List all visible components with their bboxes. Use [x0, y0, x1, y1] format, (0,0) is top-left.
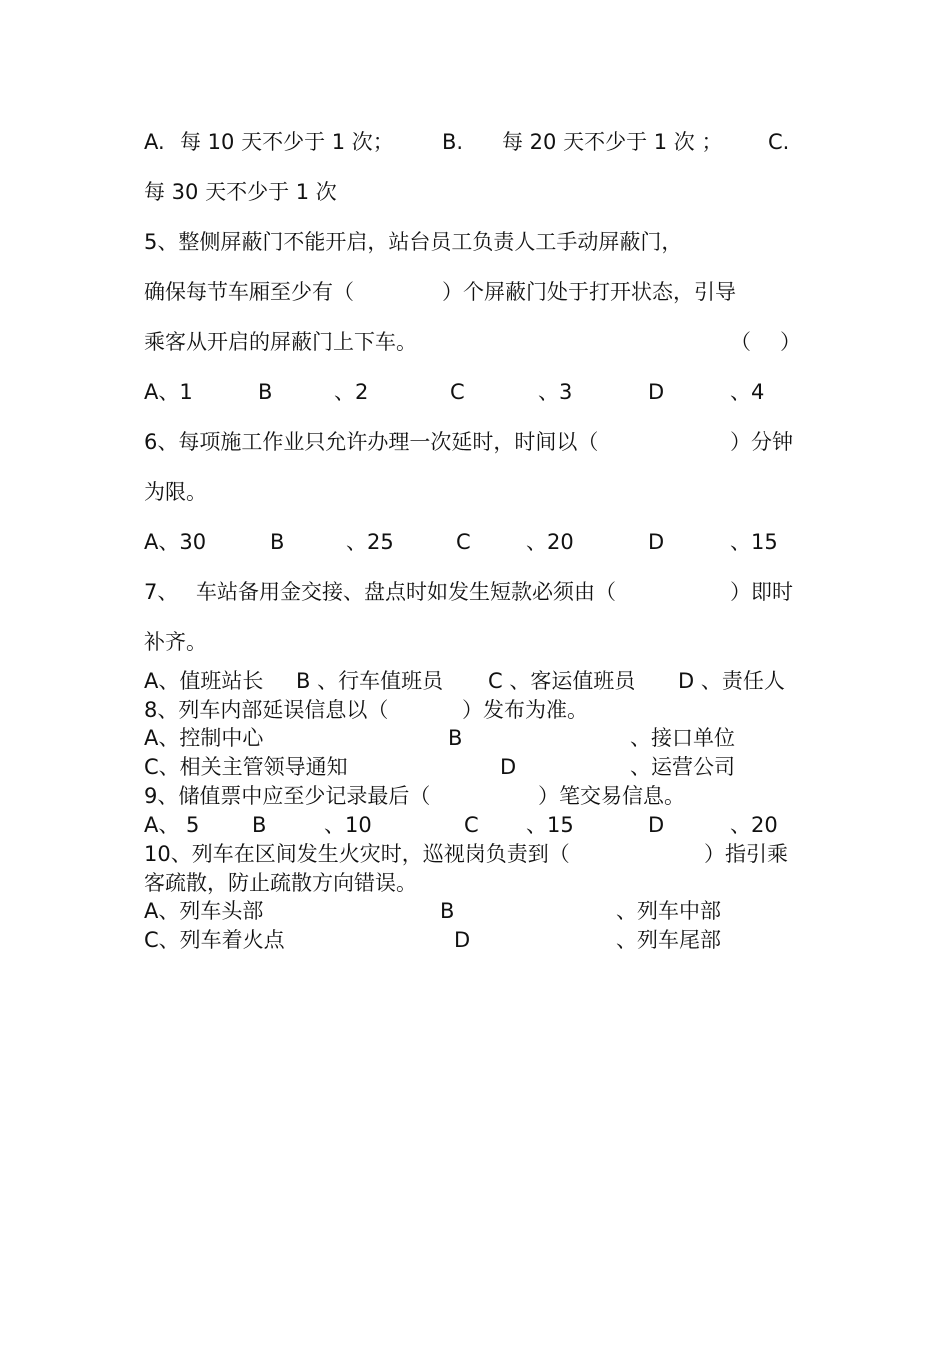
- q6-option-c-value: 、20: [526, 530, 574, 554]
- q6-line-1-text-b: ）分钟: [730, 430, 793, 454]
- q6-option-c-label: C: [456, 530, 471, 554]
- q9-question-line-1: [144, 782, 804, 810]
- q5-option-a: A、1: [144, 380, 193, 404]
- q8-option-a: A、控制中心: [144, 726, 264, 750]
- q5-option-c-value: 、3: [538, 380, 573, 404]
- q5-option-d-value: 、4: [730, 380, 765, 404]
- q5-question-line-1: 5、整侧屏蔽门不能开启，站台员工负责人工手动屏蔽门，: [144, 230, 683, 254]
- q10-options-line-2: [144, 926, 804, 954]
- q8-line-1-text-a: 8、列车内部延误信息以（: [144, 698, 389, 722]
- q7-question-line-2: 补齐。: [144, 630, 207, 654]
- q7-option-d: D 、责任人: [678, 669, 785, 693]
- q5-option-b-value: 、2: [334, 380, 369, 404]
- q5-option-b-label: B: [258, 380, 273, 404]
- q6-option-b-value: 、25: [346, 530, 394, 554]
- q5-answer-paren-left: （: [730, 330, 751, 354]
- q10-question-line-2: 客疏散，防止疏散方向错误。: [144, 871, 417, 895]
- q4-option-a-text: 每 10 天不少于 1 次；: [180, 130, 394, 154]
- q4-options-line-1: [144, 128, 804, 156]
- q6-question-line-2: 为限。: [144, 480, 207, 504]
- q10-option-b-label: B: [440, 899, 455, 923]
- q7-options: [144, 667, 804, 695]
- q5-option-d-label: D: [648, 380, 665, 404]
- q7-line-1-text-b: ）即时: [730, 580, 793, 604]
- q9-option-b-label: B: [252, 813, 267, 837]
- q7-question-line-1: [144, 578, 804, 606]
- q10-options-line-1: [144, 897, 804, 925]
- q5-line-2-text-a: 确保每节车厢至少有（: [144, 280, 354, 304]
- q8-option-d-value: 、运营公司: [630, 755, 735, 779]
- q6-option-b-label: B: [270, 530, 285, 554]
- q6-question-line-1: [144, 428, 804, 456]
- q10-line-1-text-a: 10、列车在区间发生火灾时，巡视岗负责到（: [144, 842, 570, 866]
- q10-option-d-value: 、列车尾部: [616, 928, 721, 952]
- q5-question-line-2: [144, 278, 804, 306]
- q5-question-line-3: [144, 328, 804, 356]
- q9-option-d-value: 、20: [730, 813, 778, 837]
- q6-option-a: A、30: [144, 530, 207, 554]
- q5-option-c-label: C: [450, 380, 465, 404]
- q9-line-1-text-a: 9、储值票中应至少记录最后（: [144, 784, 431, 808]
- q4-options-line-2: 每 30 天不少于 1 次: [144, 180, 337, 204]
- q4-option-c-label: C.: [768, 130, 790, 154]
- q7-option-c: C 、客运值班员: [488, 669, 636, 693]
- q5-line-3-text: 乘客从开启的屏蔽门上下车。: [144, 330, 417, 354]
- q7-line-1-text-a: 车站备用金交接、盘点时如发生短款必须由（: [196, 580, 616, 604]
- q5-line-2-text-b: ）个屏蔽门处于打开状态，引导: [442, 280, 736, 304]
- q8-option-d-label: D: [500, 755, 517, 779]
- q10-question-line-1: [144, 840, 804, 868]
- q5-options: [144, 378, 804, 406]
- q6-options: [144, 528, 804, 556]
- q8-option-b-label: B: [448, 726, 463, 750]
- q7-option-b: B 、行车值班员: [296, 669, 444, 693]
- q4-option-b-text: 每 20 天不少于 1 次 ；: [502, 130, 723, 154]
- q7-option-a: A、值班站长: [144, 669, 264, 693]
- q6-line-1-text-a: 6、每项施工作业只允许办理一次延时，时间以（: [144, 430, 599, 454]
- q5-answer-paren-right: ）: [780, 330, 801, 354]
- q10-option-d-label: D: [454, 928, 471, 952]
- q9-option-c-value: 、15: [526, 813, 574, 837]
- q9-line-1-text-b: ）笔交易信息。: [538, 784, 685, 808]
- q10-line-1-text-b: ）指引乘: [704, 842, 788, 866]
- q9-options: [144, 811, 804, 839]
- q9-option-d-label: D: [648, 813, 665, 837]
- q4-option-b-label: B.: [442, 130, 464, 154]
- q10-option-c: C、列车着火点: [144, 928, 285, 952]
- q8-line-1-text-b: ）发布为准。: [462, 698, 588, 722]
- q10-option-b-value: 、列车中部: [616, 899, 721, 923]
- q9-option-b-value: 、10: [324, 813, 372, 837]
- q8-options-line-1: [144, 724, 804, 752]
- q9-option-a: A、 5: [144, 813, 200, 837]
- q8-question-line-1: [144, 696, 804, 724]
- q6-option-d-label: D: [648, 530, 665, 554]
- q9-option-c-label: C: [464, 813, 479, 837]
- q10-option-a: A、列车头部: [144, 899, 264, 923]
- q8-option-c: C、相关主管领导通知: [144, 755, 348, 779]
- q4-option-a-label: A.: [144, 130, 165, 154]
- q8-options-line-2: [144, 753, 804, 781]
- q8-option-b-value: 、接口单位: [630, 726, 735, 750]
- q6-option-d-value: 、15: [730, 530, 778, 554]
- q7-number: 7、: [144, 580, 179, 604]
